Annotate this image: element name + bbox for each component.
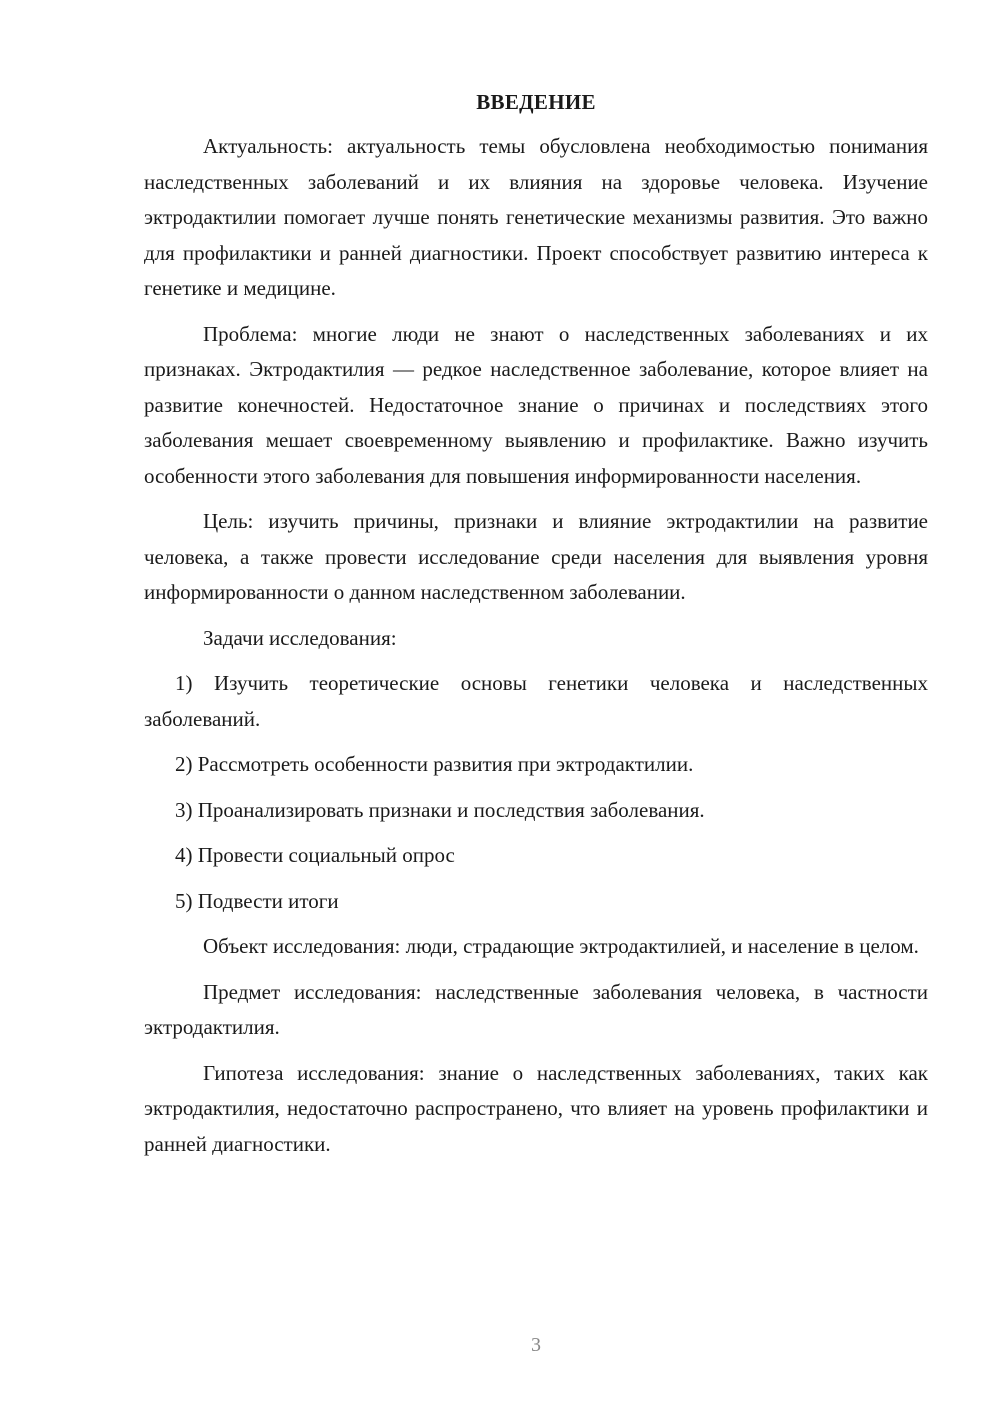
paragraph-goal: Цель: изучить причины, признаки и влияние эктродактилии на развитие человека, а также провести исследование среди населения для выявления уровня информированности о данном наследственном заболевании.: [144, 509, 928, 604]
paragraph-subject: Предмет исследования: наследственные заболевания человека, в частности эктродактилия.: [144, 979, 928, 1039]
paragraph-problem: Проблема: многие люди не знают о наследственных заболеваниях и их признаках. Эктродактилия — редкое наследственное заболевание, которое влияет на развитие конечностей. Недостаточное знание о причинах и последствиях этого заболевания мешает своевременному выявлению и профилактике. Важно изучить особенности этого заболевания для повышения информированности населения.: [144, 321, 928, 488]
list-item: 4) Провести социальный опрос: [175, 843, 455, 867]
paragraph-relevance: Актуальность: актуальность темы обусловлена необходимостью понимания наследственных заболеваний и их влияния на здоровье человека. Изучение эктродактилии помогает лучше понять генетические механизмы развития. Это важно для профилактики и ранней диагностики. Проект способствует развитию интереса к генетике и медицине.: [144, 134, 928, 300]
list-item: 2) Рассмотреть особенности развития при эктродактилии.: [175, 752, 694, 776]
document-page: [144, 90, 928, 1172]
tasks-heading: Задачи исследования:: [203, 625, 397, 650]
paragraph-object: Объект исследования: люди, страдающие эктродактилией, и население в целом.: [203, 934, 919, 958]
page-number: 3: [531, 1334, 541, 1356]
list-item: 3) Проанализировать признаки и последствия заболевания.: [175, 797, 705, 822]
list-item: 1) Изучить теоретические основы генетики человека и наследственных заболеваний.: [144, 671, 928, 731]
paragraph-hypothesis: Гипотеза исследования: знание о наследственных заболеваниях, таких как эктродактилия, недостаточно распространено, что влияет на уровень профилактики и ранней диагностики.: [144, 1060, 928, 1156]
page-title: ВВЕДЕНИЕ: [476, 90, 596, 114]
tasks-list: [144, 666, 928, 919]
list-item: 5) Подвести итоги: [175, 888, 339, 913]
